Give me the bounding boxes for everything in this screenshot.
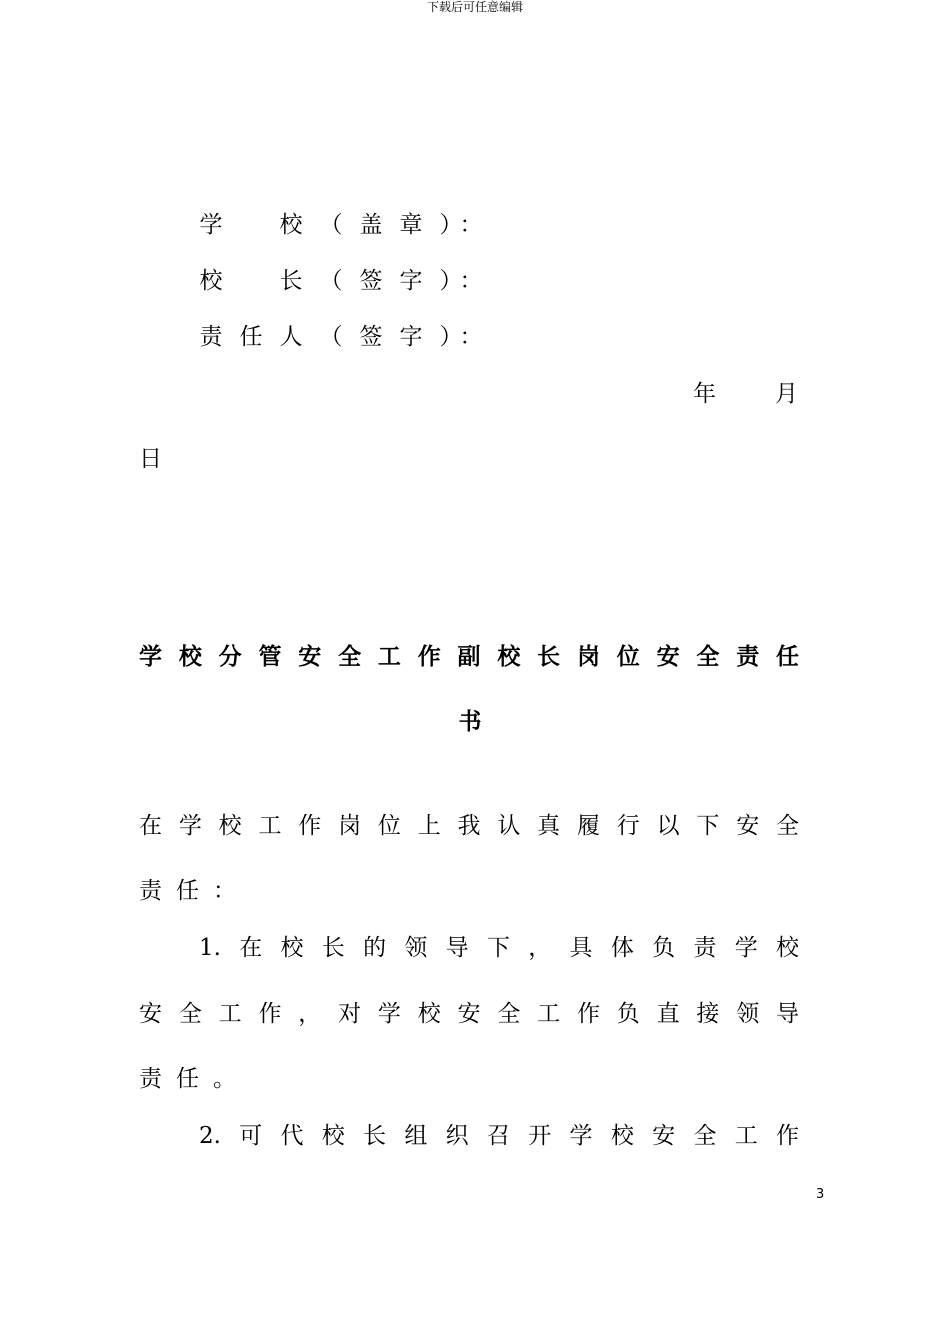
sig-char: （ bbox=[319, 268, 343, 294]
sig-char: 任 bbox=[239, 324, 263, 350]
intro-line: 在学校工作岗位上我认真履行以下安全 bbox=[139, 813, 799, 839]
page-header: 下载后可任意编辑 bbox=[426, 0, 523, 14]
sig-char: 长 bbox=[279, 268, 303, 294]
sig-char: （ bbox=[319, 324, 343, 350]
item-2-line: 2.可代校长组织召开学校安全工作 bbox=[199, 1123, 799, 1149]
page-number: 3 bbox=[816, 1187, 825, 1202]
sig-char: 责 bbox=[199, 324, 223, 350]
sig-char: ： bbox=[459, 324, 483, 350]
sig-char: 章 bbox=[399, 212, 423, 238]
sig-char: 学 bbox=[199, 212, 223, 238]
sig-char: 校 bbox=[199, 268, 223, 294]
sig-char: ） bbox=[439, 268, 463, 294]
document-title-cont: 书 bbox=[458, 709, 482, 735]
sig-char: 签 bbox=[359, 324, 383, 350]
sig-char: 校 bbox=[279, 212, 303, 238]
item-1-line: 1.在校长的领导下，具体负责学校 bbox=[199, 935, 799, 961]
item-1-line: 安全工作，对学校安全工作负直接领导 bbox=[139, 1001, 799, 1027]
intro-line: 责任： bbox=[139, 878, 250, 904]
date-month: 月 bbox=[775, 381, 798, 407]
sig-char: 签 bbox=[359, 268, 383, 294]
sig-char: ） bbox=[439, 324, 463, 350]
sig-char: 盖 bbox=[359, 212, 383, 238]
sig-char: 字 bbox=[399, 324, 423, 350]
document-title: 学校分管安全工作副校长岗位安全责任 bbox=[139, 644, 799, 670]
sig-char: ） bbox=[439, 212, 463, 238]
date-day: 日 bbox=[139, 446, 162, 472]
date-year: 年 bbox=[693, 381, 716, 407]
item-1-line: 责任。 bbox=[139, 1066, 250, 1092]
sig-char: 人 bbox=[279, 324, 303, 350]
sig-char: ： bbox=[459, 212, 483, 238]
sig-char: 字 bbox=[399, 268, 423, 294]
sig-char: ： bbox=[459, 268, 483, 294]
sig-char: （ bbox=[319, 212, 343, 238]
